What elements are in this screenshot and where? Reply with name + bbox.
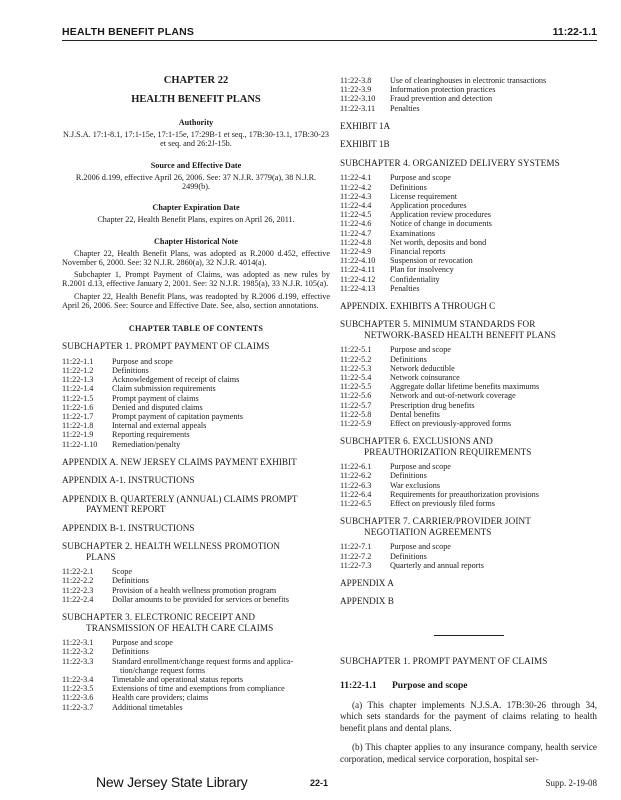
toc-item: 11:22-2.4 Dollar amounts to be provided for services or benefits	[62, 594, 289, 604]
right-column	[340, 76, 597, 765]
toc-item: 11:22-3.1 Purpose and scope	[62, 638, 173, 648]
body-paragraph-a: (a) This chapter implements N.J.S.A. 17B:30-26 through 34, which sets standards for the payment of claims relating to health benefit plans and dental plans.	[340, 699, 597, 733]
subchapter-3-list	[62, 638, 330, 712]
appendix-b1: APPENDIX B-1. INSTRUCTIONS	[62, 522, 195, 533]
toc-item: 11:22-5.5 Aggregate dollar lifetime benefits maximums	[340, 382, 540, 392]
toc-item: 11:22-4.2 Definitions	[340, 182, 427, 192]
exhibit-1b: EXHIBIT 1B	[340, 139, 390, 150]
toc-item: 11:22-5.7 Prescription drug benefits	[340, 400, 475, 410]
toc-item: 11:22-4.13 Penalties	[340, 283, 420, 293]
toc-item: 11:22-2.1 Scope	[62, 567, 133, 577]
toc-item: 11:22-3.10 Fraud prevention and detection	[340, 94, 493, 104]
divider-rule	[434, 635, 504, 636]
toc-item: 11:22-4.3 License requirement	[340, 191, 458, 201]
toc-item: 11:22-5.6 Network and out-of-network coverage	[340, 391, 516, 401]
toc-item: 11:22-6.3 War exclusions	[340, 480, 441, 490]
toc-item: 11:22-1.4 Claim submission requirements	[62, 384, 216, 394]
toc-item: 11:22-7.3 Quarterly and annual reports	[340, 560, 484, 570]
toc-item: 11:22-3.8 Use of clearinghouses in electronic transactions	[340, 76, 547, 85]
toc-item: 11:22-2.3 Provision of a health wellness promotion program	[62, 585, 277, 595]
page-number: 22-1	[310, 778, 329, 788]
toc-item: 11:22-3.2 Definitions	[62, 647, 149, 657]
subchapter-3-title: SUBCHAPTER 3. ELECTRONIC RECEIPT AND TRANSMISSION OF HEALTH CARE CLAIMS	[62, 612, 274, 633]
library-stamp: New Jersey State Library	[96, 774, 248, 790]
toc-item: 11:22-5.9 Effect on previously-approved forms	[340, 419, 512, 429]
source-text: R.2006 d.199, effective April 26, 2006. See: 37 N.J.R. 3779(a), 38 N.J.R. 2499(b).	[75, 172, 317, 192]
chapter-title: HEALTH BENEFIT PLANS	[131, 94, 261, 105]
history-heading: Chapter Historical Note	[154, 236, 238, 246]
history-paragraph: Chapter 22, Health Benefit Plans, was adopted as R.2000 d.452, effective November 6, 2000. See: 32 N.J.R. 2860(a), 32 N.J.R. 4014(a).	[62, 248, 330, 268]
exhibit-1a: EXHIBIT 1A	[340, 120, 391, 131]
toc-item: 11:22-6.1 Purpose and scope	[340, 462, 451, 472]
authority-text: N.J.S.A. 17:1-8.1, 17:1-15e, 17:1-15e, 17:29B-1 et seq., 17B:30-13.1, 17B:30-23 et seq. and 26:2J-15b.	[62, 130, 330, 149]
toc-item: 11:22-1.9 Reporting requirements	[62, 430, 190, 440]
subchapter-7-list	[340, 542, 597, 570]
subchapter-1-list	[62, 357, 330, 449]
subchapter-6-list	[340, 462, 597, 508]
toc-item: 11:22-1.3 Acknowledgement of receipt of claims	[62, 375, 240, 385]
toc-item: 11:22-4.10 Suspension or revocation	[340, 256, 473, 266]
toc-item: 11:22-3.4 Timetable and operational status reports	[62, 674, 244, 684]
toc-item: 11:22-3.5 Extensions of time and exemptions from compliance	[62, 684, 285, 694]
subchapter-5-title: SUBCHAPTER 5. MINIMUM STANDARDS FOR NETWORK-BASED HEALTH BENEFIT PLANS	[340, 319, 556, 340]
subchapter-2-title: SUBCHAPTER 2. HEALTH WELLNESS PROMOTION PLANS	[62, 541, 281, 562]
appendix-a-right: APPENDIX A	[340, 577, 394, 588]
toc-item: 11:22-7.1 Purpose and scope	[340, 542, 451, 552]
supplement-date: Supp. 2-19-08	[545, 778, 597, 788]
body-paragraph-b: (b) This chapter applies to any insurance company, health service corporation, medical service corporation, hospital ser-	[340, 742, 597, 764]
subchapter-3-list-cont	[340, 76, 597, 113]
toc-item: 11:22-5.1 Purpose and scope	[340, 345, 451, 355]
toc-item: 11:22-1.6 Denied and disputed claims	[62, 402, 203, 412]
toc-item: 11:22-6.2 Definitions	[340, 471, 427, 481]
appendix-b-right: APPENDIX B	[340, 596, 394, 607]
toc-item: 11:22-4.12 Confidentiality	[340, 274, 440, 284]
toc-item: 11:22-4.8 Net worth, deposits and bond	[340, 237, 487, 247]
subchapter-4-list	[340, 173, 597, 293]
subchapter-2-list	[62, 567, 330, 604]
toc-item: 11:22-4.5 Application review procedures	[340, 210, 491, 220]
body-subchapter-heading: SUBCHAPTER 1. PROMPT PAYMENT OF CLAIMS	[340, 655, 548, 666]
toc-item: 11:22-6.4 Requirements for preauthorization provisions	[340, 489, 539, 499]
appendix-a: APPENDIX A. NEW JERSEY CLAIMS PAYMENT EXHIBIT	[62, 456, 297, 467]
subchapter-6-title: SUBCHAPTER 6. EXCLUSIONS AND PREAUTHORIZATION REQUIREMENTS	[340, 436, 532, 457]
toc-item: 11:22-4.6 Notice of change in documents	[340, 219, 492, 229]
toc-item: 11:22-6.5 Effect on previously filed forms	[340, 499, 495, 509]
toc-item: 11:22-4.4 Application procedures	[340, 200, 467, 210]
toc-item: 11:22-1.2 Definitions	[62, 365, 149, 375]
toc-item: 11:22-3.11 Penalties	[340, 103, 420, 113]
toc-item: 11:22-4.9 Financial reports	[340, 246, 446, 256]
history-paragraph: Chapter 22, Health Benefit Plans, was readopted by R.2006 d.199, effective April 26, 2006. See: Source and Effective Date. See, also, section annotations.	[62, 291, 330, 310]
toc-item: 11:22-1.1 Purpose and scope	[62, 356, 173, 366]
appendix-b: APPENDIX B. QUARTERLY (ANNUAL) CLAIMS PROMPT PAYMENT REPORT	[62, 493, 298, 515]
left-column	[62, 74, 330, 712]
toc-item: 11:22-5.2 Definitions	[340, 354, 427, 364]
appendix-exhibits: APPENDIX. EXHIBITS A THROUGH C	[340, 300, 496, 311]
toc-item: 11:22-4.7 Examinations	[340, 228, 436, 238]
subchapter-4-title: SUBCHAPTER 4. ORGANIZED DELIVERY SYSTEMS	[340, 157, 560, 168]
toc-item: 11:22-7.2 Definitions	[340, 551, 427, 561]
running-header	[62, 24, 597, 41]
section-heading: 11:22-1.1 Purpose and scope	[340, 681, 468, 692]
toc-item: 11:22-3.7 Additional timetables	[62, 702, 183, 712]
subchapter-1-title: SUBCHAPTER 1. PROMPT PAYMENT OF CLAIMS	[62, 341, 270, 352]
toc-item: 11:22-1.7 Prompt payment of capitation payments	[62, 411, 243, 421]
subchapter-7-title: SUBCHAPTER 7. CARRIER/PROVIDER JOINT NEGOTIATION AGREEMENTS	[340, 516, 531, 537]
expiration-heading: Chapter Expiration Date	[152, 203, 240, 213]
toc-item: 11:22-3.3 Standard enrollment/change request forms and applica- tion/change request forms	[62, 656, 294, 675]
source-heading: Source and Effective Date	[150, 160, 242, 170]
header-section: 11:22-1.1	[552, 26, 597, 38]
subchapter-5-list	[340, 345, 597, 428]
toc-item: 11:22-2.2 Definitions	[62, 576, 149, 586]
toc-item: 11:22-3.9 Information protection practices	[340, 85, 496, 95]
toc-item: 11:22-5.8 Dental benefits	[340, 409, 440, 419]
toc-item: 11:22-5.4 Network coinsurance	[340, 373, 460, 383]
history-paragraph: Subchapter 1, Prompt Payment of Claims, was adopted as new rules by R.2001 d.13, effective January 2, 2001. See: 32 N.J.R. 1985(a), 33 N.J.R. 105(a).	[62, 270, 330, 289]
header-title: HEALTH BENEFIT PLANS	[62, 26, 195, 38]
toc-title: CHAPTER TABLE OF CONTENTS	[128, 324, 264, 334]
toc-item: 11:22-1.10 Remediation/penalty	[62, 439, 181, 449]
toc-item: 11:22-4.1 Purpose and scope	[340, 173, 451, 183]
toc-item: 11:22-4.11 Plan for insolvency	[340, 265, 454, 275]
appendix-a1: APPENDIX A-1. INSTRUCTIONS	[62, 475, 195, 486]
toc-item: 11:22-1.5 Prompt payment of claims	[62, 393, 199, 403]
toc-item: 11:22-1.8 Internal and external appeals	[62, 421, 207, 431]
toc-item: 11:22-3.6 Health care providers; claims	[62, 693, 209, 703]
expiration-text: Chapter 22, Health Benefit Plans, expires on April 26, 2011.	[97, 215, 295, 225]
authority-heading: Authority	[178, 118, 214, 127]
toc-item: 11:22-5.3 Network deductible	[340, 363, 455, 373]
chapter-number: CHAPTER 22	[163, 75, 229, 86]
